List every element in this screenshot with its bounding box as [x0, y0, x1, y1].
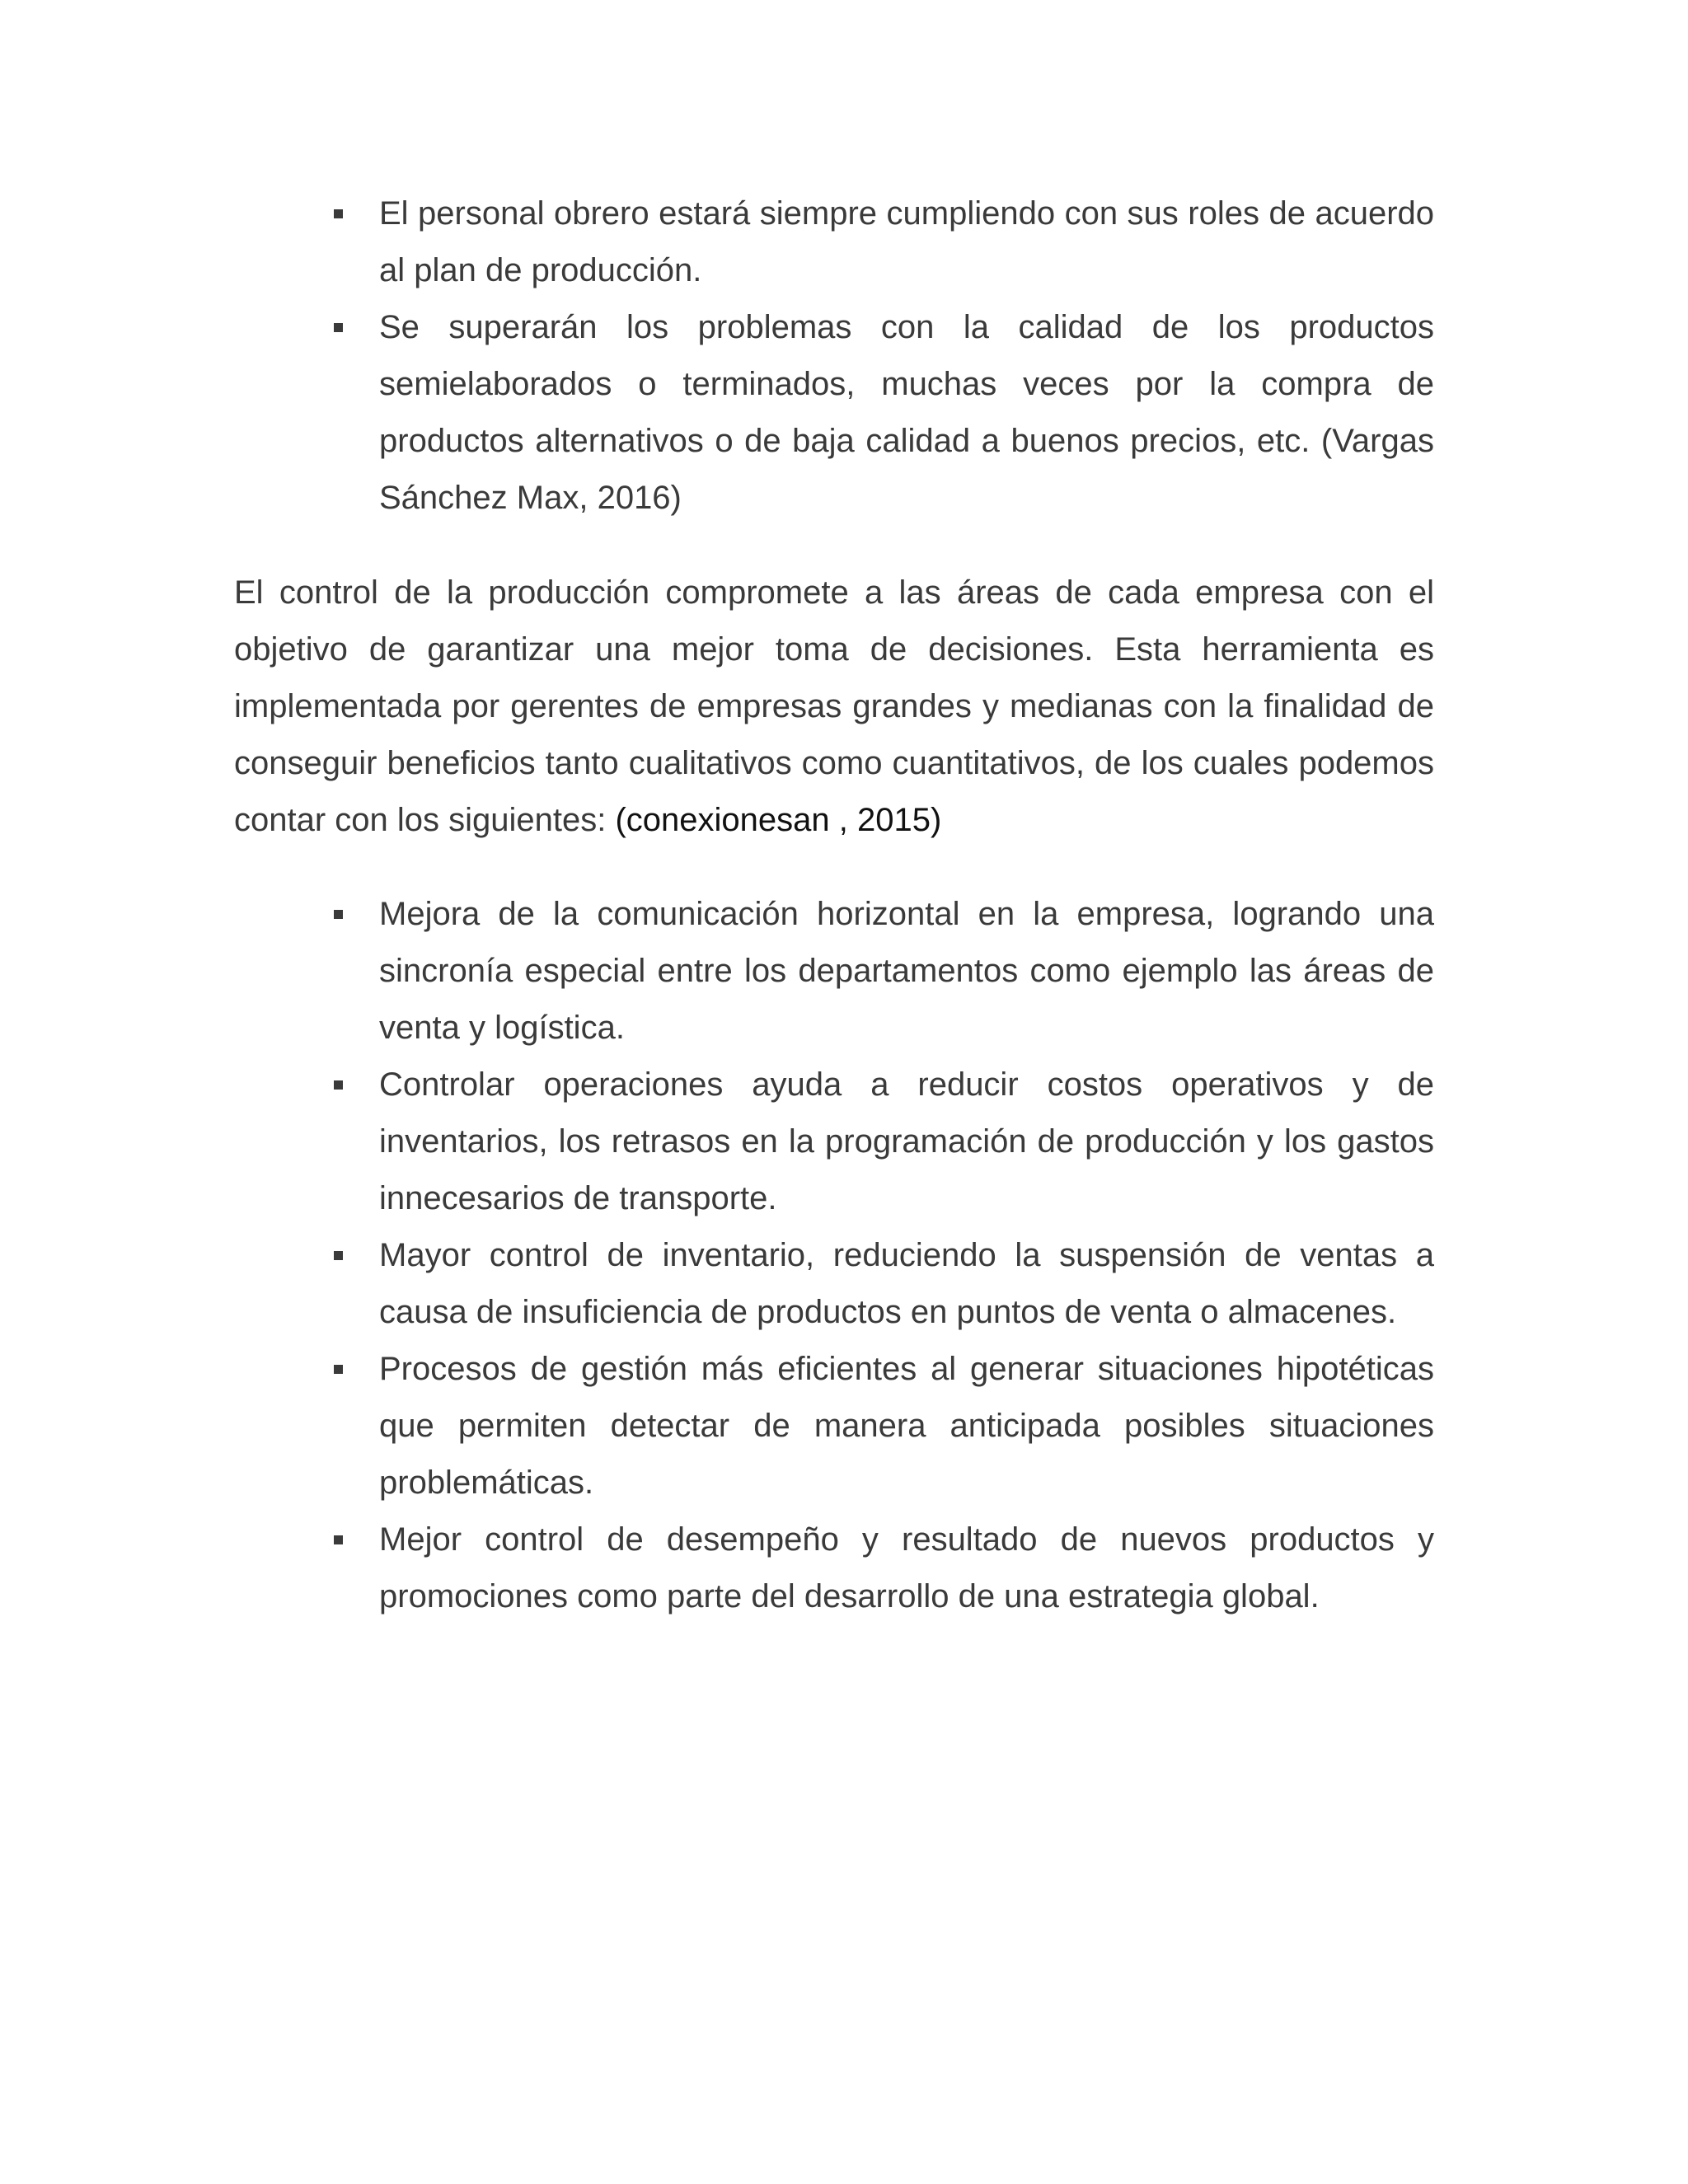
list-item	[330, 299, 1434, 527]
square-bullet-icon	[334, 1080, 343, 1090]
body-paragraph	[234, 565, 1434, 849]
list-item-text: Mejora de la comunicación horizontal en la empresa, logrando una sincronía especial entre los departamentos como ejemplo las áreas de venta y logística.	[379, 896, 1434, 1046]
list-item	[330, 1341, 1434, 1511]
square-bullet-icon	[334, 323, 343, 332]
bullet-list-benefits	[330, 886, 1434, 1625]
list-item-text: Mayor control de inventario, reduciendo la suspensión de ventas a causa de insuficiencia de productos en puntos de venta o almacenes.	[379, 1237, 1434, 1330]
list-item-text: Se superarán los problemas con la calidad de los productos semielaborados o terminados, muchas veces por la compra de productos alternativos o de baja calidad a buenos precios, etc. (Vargas Sánchez Max, 2016)	[379, 309, 1434, 516]
list-item-text: El personal obrero estará siempre cumpliendo con sus roles de acuerdo al plan de producción.	[379, 195, 1434, 288]
list-item-text: Mejor control de desempeño y resultado de nuevos productos y promociones como parte del desarrollo de una estrategia global.	[379, 1521, 1434, 1615]
square-bullet-icon	[334, 1365, 343, 1374]
list-item-text: Procesos de gestión más eficientes al generar situaciones hipotéticas que permiten detectar de manera anticipada posibles situaciones problemáticas.	[379, 1351, 1434, 1501]
paragraph-citation: (conexionesan , 2015)	[615, 802, 942, 838]
square-bullet-icon	[334, 1535, 343, 1544]
bullet-list-assumptions	[330, 185, 1434, 527]
list-item	[330, 185, 1434, 299]
square-bullet-icon	[334, 1251, 343, 1260]
list-item	[330, 886, 1434, 1057]
list-item	[330, 1227, 1434, 1341]
list-item-text: Controlar operaciones ayuda a reducir costos operativos y de inventarios, los retrasos en la programación de producción y los gastos innecesarios de transporte.	[379, 1066, 1434, 1216]
list-item	[330, 1511, 1434, 1625]
list-item	[330, 1057, 1434, 1227]
square-bullet-icon	[334, 209, 343, 218]
square-bullet-icon	[334, 910, 343, 919]
paragraph-text: El control de la producción compromete a las áreas de cada empresa con el objetivo de garantizar una mejor toma de decisiones. Esta herramienta es implementada por gerentes de empresas grandes y medianas con la finalidad de conseguir beneficios tanto cualitativos como cuantitativos, de los cuales podemos contar con los siguientes:	[234, 574, 1434, 838]
